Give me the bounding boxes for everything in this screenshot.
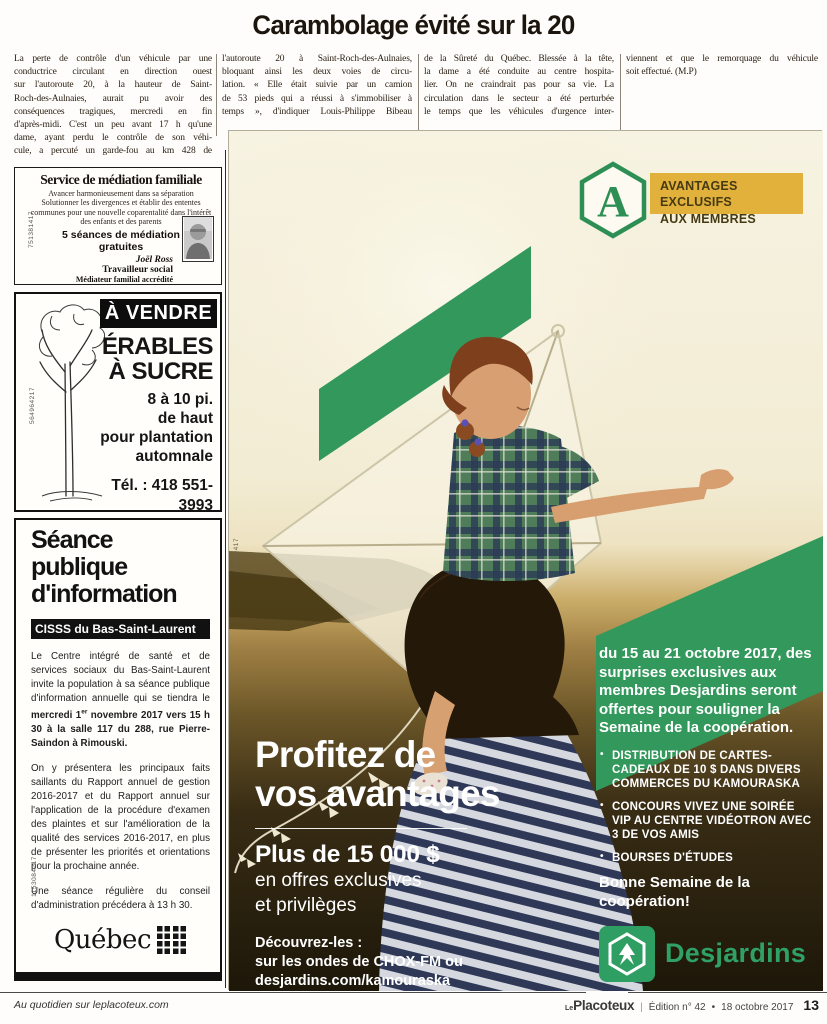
ad-tracking-code: 751381417 <box>28 210 36 249</box>
footer-rule <box>0 992 586 993</box>
article-line: de la Sûreté du Québec. Blessée à la tête, <box>424 54 614 64</box>
article-line: le temps que les véhicules d'urgence inter- <box>424 106 614 117</box>
erables-description: 8 à 10 pi. de haut pour plantation automnale <box>100 391 213 466</box>
page-title: Carambolage évité sur la 20 <box>252 10 575 40</box>
ad-tracking-code: 61939417 <box>232 538 240 571</box>
article-line: soit effectué. (M.P) <box>626 67 697 78</box>
cisss-banner: CISSS du Bas-Saint-Laurent <box>31 619 210 639</box>
article-line: de 53 pieds qui a réussi à s'immobiliser à <box>222 93 412 104</box>
mediation-tagline: Avancer harmonieusement dans sa séparation <box>48 189 194 198</box>
sidebar-divider <box>225 150 226 988</box>
seance-paragraph-2: On y présentera les principaux faits saillants du Rapport annuel de gestion 2016-2017 et du Rapport annuel sur l'application de la procédure d'examen des plaintes et sur l'amélioration de la qualité des services 2016-2017, en plus de présenter les priorités et orientations pour la prochaine année. <box>31 763 210 873</box>
promo-bullet: • DISTRIBUTION DE CARTES-CADEAUX DE 10 $ DANS DIVERS COMMERCES DU KAMOURASKA <box>599 749 812 791</box>
avantages-badge-icon <box>579 161 647 239</box>
footer-folio: LePlacoteux | Édition n° 42 • 18 octobre 2017 13 <box>564 997 819 1013</box>
erables-text: ÉRABLES À SUCRE 8 à 10 pi. de haut pour plantation automnale Tél. : 418 551-3993 <box>91 334 213 536</box>
mediation-person: Joël Ross Travailleur social Médiateur familial accrédité <box>75 254 173 284</box>
article-line: conductrice circulant en direction ouest <box>14 67 212 78</box>
seance-title: Séance publique d'information <box>31 526 177 608</box>
mediation-offer: 5 séances de médiation gratuites <box>62 228 180 253</box>
edition-number: Édition n° 42 <box>648 1002 706 1013</box>
portrait-icon <box>184 217 212 259</box>
article-column-1 <box>14 53 212 159</box>
ad-tracking-code: 1153084217 <box>30 855 38 897</box>
article-line: l'autoroute 20 à Saint-Roch-des-Aulnaies, <box>222 54 412 64</box>
article-line: viennent et que le remorquage du véhicule <box>626 54 818 64</box>
seance-paragraph-3: Une séance régulière du conseil d'administration précédera à 13 h 30. <box>31 886 210 912</box>
mediation-title: Service de médiation familiale <box>40 172 202 187</box>
edition-date: 18 octobre 2017 <box>721 1002 794 1013</box>
closing-text: Bonne Semaine de la coopération! <box>599 874 750 910</box>
promo-bullet-list <box>599 749 812 865</box>
brand-prefix: Le <box>564 1005 574 1012</box>
article-column-4 <box>626 53 818 79</box>
quebec-logo <box>31 925 210 955</box>
promo-text: du 15 au 21 octobre 2017, des surprises exclusives aux membres Desjardins seront offertes pour souligner la Semaine de la coopération. <box>599 645 812 737</box>
erables-phone: Tél. : 418 551-3993 <box>111 477 213 515</box>
promo-bullet: • CONCOURS VIVEZ UNE SOIRÉE VIP AU CENTRE VIDÉOTRON AVEC 3 DE VOS AMIS <box>599 800 812 842</box>
article-line: dame, ayant perdu le contrôle de son véhi- <box>14 133 212 144</box>
avantages-banner: AVANTAGES EXCLUSIFS AUX MEMBRES <box>650 173 803 214</box>
article-line: lation. « Elle était suivie par un camion <box>222 80 412 91</box>
ad-erables-a-sucre <box>14 292 222 515</box>
article-line: circulation dans le secteur a été perturbée <box>424 93 614 104</box>
desjardins-wordmark: Desjardins <box>665 938 807 969</box>
offer-amount: Plus de 15 000 $ <box>255 841 440 869</box>
discover-block: Découvrez-les : sur les ondes de CHOX-FM ou desjardins.com/kamouraska <box>255 934 463 989</box>
mediation-body: Solutionner les divergences et établir des ententes communes pour une nouvelle coparentalité dans l'intérêt des enfants et des parents <box>30 198 212 227</box>
article-line: lier. On ne craindrait pas pour sa vie. La <box>424 80 614 91</box>
article-line: cule, a percuté un garde-fou au km 428 de <box>14 146 212 157</box>
article-line: conséquences tragiques, mercredi en fin <box>14 106 212 117</box>
ad-tracking-code: 564964217 <box>29 386 37 425</box>
article-line: sur l'autoroute 20, à la hauteur de Saint- <box>14 80 212 91</box>
desjardins-promo-copy <box>599 645 812 982</box>
article-column-3 <box>424 53 614 119</box>
footer-tagline: Au quotidien sur leplacoteux.com <box>14 999 169 1011</box>
divider <box>255 828 467 829</box>
article-line: Roch-des-Aulnaies, aurait pu avoir des <box>14 93 212 104</box>
quebec-wordmark: Québec <box>53 925 152 956</box>
desjardins-logo <box>599 926 812 982</box>
ad-desjardins <box>228 130 822 990</box>
ad-mediation-familiale <box>14 167 222 285</box>
desjardins-main-copy: Profitez de vos avantages Plus de 15 000 $ en offres exclusives et privilèges Découvrez-les : sur les ondes de CHOX-FM ou desjardins.com/kamouraska <box>255 735 507 991</box>
quebec-flag-icon <box>157 926 187 954</box>
desjardins-headline: Profitez de vos avantages <box>255 734 500 815</box>
a-vendre-banner: À VENDRE <box>100 299 217 328</box>
desjardins-logo-icon <box>599 926 655 982</box>
ad-seance-publique <box>14 518 222 981</box>
promo-bullet: • BOURSES D'ÉTUDES <box>599 851 812 865</box>
column-divider <box>620 54 621 136</box>
seance-paragraph-1: Le Centre intégré de santé et de services sociaux du Bas-Saint-Laurent invite la population à sa séance publique d'information annuelle qui se tiendra le mercredi 1er novembre 2017 vers 15 h 30 à la salle 117 du 288, rue Pierre-Saindon à Rimouski. <box>31 651 210 750</box>
article-line: La perte de contrôle d'un véhicule par une <box>14 54 212 64</box>
article-line: d'après-midi. C'est un peu avant 17 h qu'une <box>14 119 212 130</box>
badge-letter: A <box>597 177 629 226</box>
article-line: la dame a été conduite au centre hospita- <box>424 67 614 78</box>
article-line: temps », d'indiquer Louis-Philippe Bibeau <box>222 106 412 117</box>
column-divider <box>216 54 217 136</box>
article-column-2 <box>222 53 412 119</box>
page-number: 13 <box>803 997 819 1013</box>
brand-name: Placoteux <box>573 998 635 1013</box>
column-divider <box>418 54 419 136</box>
joel-ross-photo <box>182 216 214 262</box>
article-line: bloquant ainsi les deux voies de circu- <box>222 67 412 78</box>
footer-rule <box>628 992 827 993</box>
